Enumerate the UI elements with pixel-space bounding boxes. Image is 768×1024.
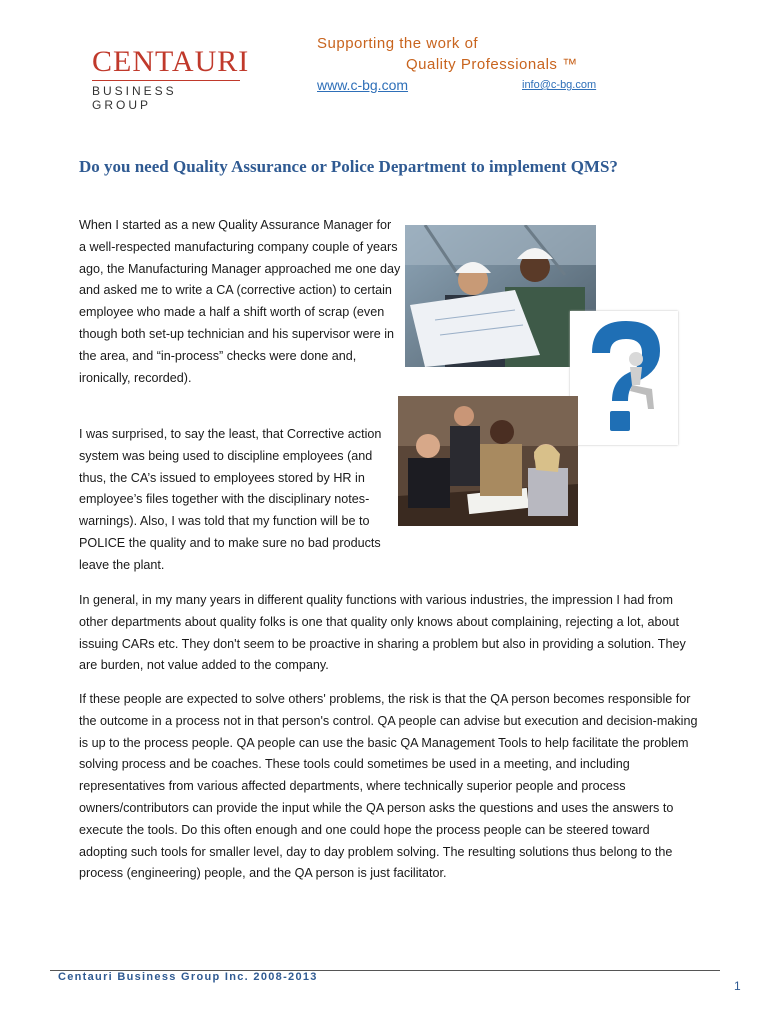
article-title: Do you need Quality Assurance or Police Department to implement QMS? [79,157,618,176]
tagline-line-2: Quality Professionals ™ [406,56,578,73]
logo-wordmark: CENTAURI [92,45,250,78]
company-logo [92,45,250,112]
footer-company: Centauri Business Group Inc. 2008-2013 [58,971,318,983]
tagline-line-1: Supporting the work of [317,35,479,52]
logo-subtitle: BUSINESS GROUP [92,84,177,112]
email-link[interactable]: info@c-bg.com [522,79,597,91]
engineers-photo [405,225,596,367]
business-meeting-photo [398,396,578,526]
website-link[interactable]: www.c-bg.com [317,77,409,93]
paragraph-3: In general, in my many years in different quality functions with various industries, the impression I had from other departments about quality folks is one that quality only knows about complaining, rejecting a lot, about issuing CARs etc. They don't seem to be proactive in sharing a problem but also in providing a solution. They are burden, not value added to the company. [79,593,686,673]
question-mark-illustration [570,311,678,445]
paragraph-4: If these people are expected to solve others' problems, the risk is that the QA person becomes responsible for the outcome in a process not in that person's control. QA people can advise but execution and decision-making is up to the process people. QA people can use the basic QA Management Tools to help facilitate the problem solving process and be coaches. These tools could sometimes be used in a meeting, and including representatives from various affected departments, where technically superior people and process owners/contributors can provide the input while the QA person asks the questions and uses the answers to execute the tools. Do this often enough and one could hope the process people can be steered toward adopting such tools for smaller level, day to day problem solving. The resulting solutions thus belong to the process (engineering) people, and the QA person is just facilitator. [79,692,698,881]
logo-divider [92,80,240,81]
page-number: 1 [734,979,741,993]
paragraph-2: I was surprised, to say the least, that Corrective action system was being used to discipline employees (and thus, the CA’s issued to employees stored by HR in employee’s files together with the disciplinary notes- warnings). Also, I was told that my function will be to POLICE the quality and to make sure no bad products leave the plant. [79,427,382,572]
paragraph-1: When I started as a new Quality Assurance Manager for a well-respected manufacturing company couple of years ago, the Manufacturing Manager approached me one day and asked me to write a CA (corrective action) to certain employee who made a half a shift worth of scrap (even though both set-up technician and his supervisor were in the area, and “in-process” checks were done and, ironically, recorded). [79,218,401,385]
